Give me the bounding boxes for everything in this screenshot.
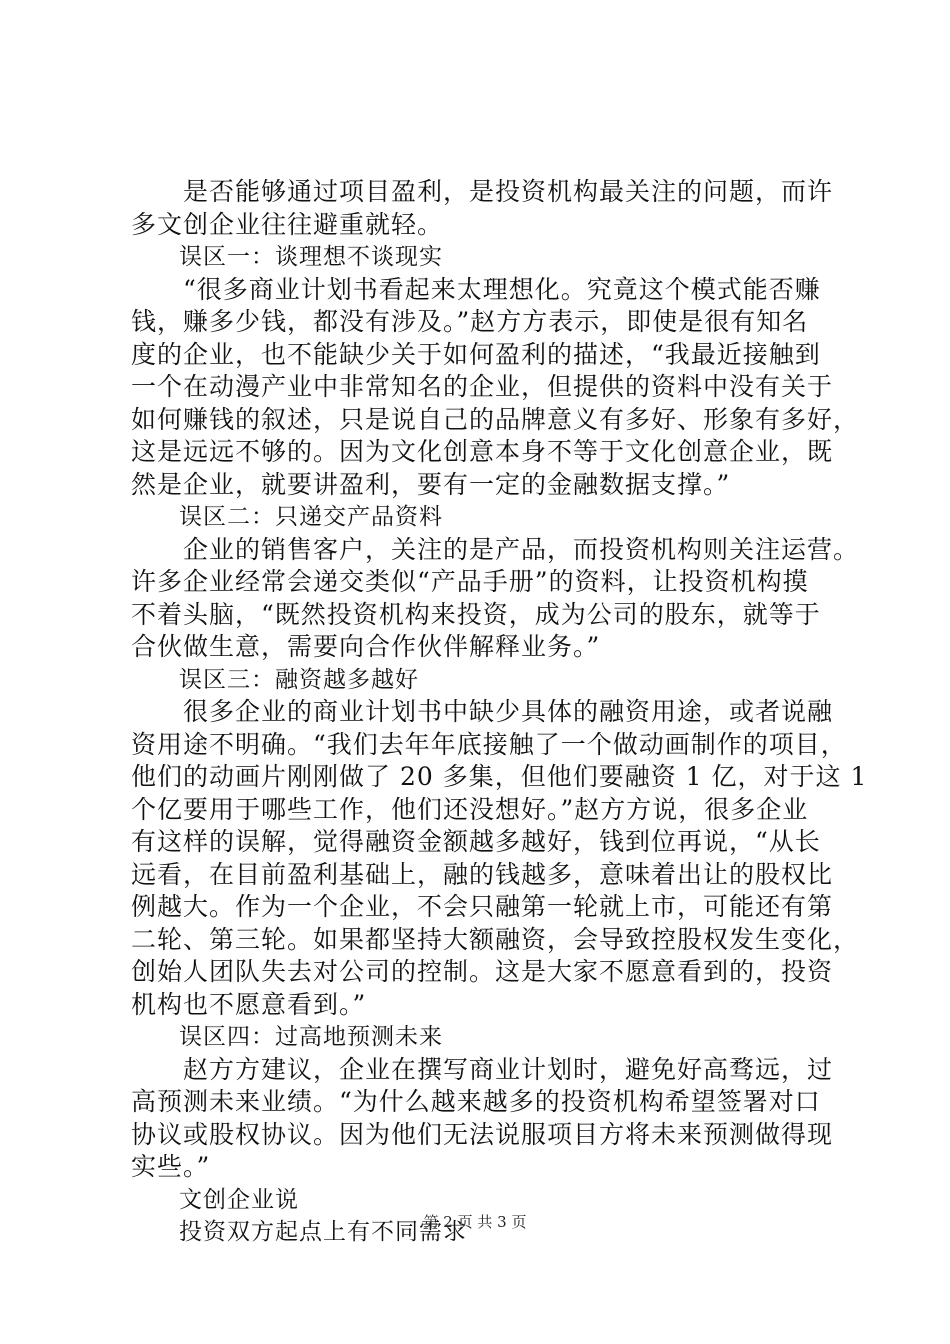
page-footer: 第 2 页 共 3 页 [423, 1213, 527, 1231]
body-text-line: 创始人团队失去对公司的控制。这是大家不愿意看到的，投资 [131, 957, 834, 986]
body-text-line: 钱，赚多少钱，都没有涉及。”赵方方表示，即使是很有知名 [131, 307, 809, 336]
body-text-line: 许多企业经常会递交类似“产品手册”的资料，让投资机构摸 [131, 567, 809, 596]
section-heading: 误区一：谈理想不谈现实 [131, 244, 443, 270]
body-text-line: 很多企业的商业计划书中缺少具体的融资用途，或者说融 [131, 697, 834, 726]
section-heading: 误区二：只递交产品资料 [131, 504, 443, 530]
body-text-line: 高预测未来业绩。“为什么越来越多的投资机构希望签署对口 [131, 1087, 821, 1116]
body-text-line: 二轮、第三轮。如果都坚持大额融资，会导致控股权发生变化， [131, 924, 860, 954]
body-text-line: 赵方方建议，企业在撰写商业计划时，避免好高骛远，过 [131, 1054, 834, 1084]
body-text-line: 他们的动画片刚刚做了 20 多集，但他们要融资 1 亿，对于这 1 [131, 762, 868, 791]
body-text-line: 如何赚钱的叙述，只是说自己的品牌意义有多好、形象有多好， [131, 404, 860, 434]
document-body [131, 176, 868, 1249]
body-text-line: 企业的销售客户，关注的是产品，而投资机构则关注运营。 [131, 534, 860, 564]
body-text-line: 实些。” [131, 1152, 211, 1181]
body-text-line: 远看，在目前盈利基础上，融的钱越多，意味着出让的股权比 [131, 859, 834, 889]
section-heading: 投资双方起点上有不同需求 [131, 1219, 467, 1245]
body-text-line: 这是远远不够的。因为文化创意本身不等于文化创意企业，既 [131, 437, 834, 466]
section-heading: 误区三：融资越多越好 [131, 666, 419, 693]
body-text-line: 协议或股权协议。因为他们无法说服项目方将未来预测做得现 [131, 1119, 834, 1149]
body-text-line: “很多商业计划书看起来太理想化。究竟这个模式能否赚 [131, 274, 821, 304]
body-text-line: 不着头脑，“既然投资机构来投资，成为公司的股东，就等于 [131, 599, 821, 629]
body-text-line: 度的企业，也不能缺少关于如何盈利的描述，“我最近接触到 [131, 339, 821, 369]
body-text-line: 机构也不愿意看到。” [131, 989, 367, 1019]
body-text-line: 有这样的误解，觉得融资金额越多越好，钱到位再说，“从长 [131, 827, 821, 856]
body-text-line: 是否能够通过项目盈利，是投资机构最关注的问题，而许 [131, 177, 834, 206]
body-text-line: 例越大。作为一个企业，不会只融第一轮就上市，可能还有第 [131, 892, 834, 921]
body-text-line: 个亿要用于哪些工作，他们还没想好。”赵方方说，很多企业 [131, 794, 809, 824]
body-text-line: 一个在动漫产业中非常知名的企业，但提供的资料中没有关于 [131, 372, 834, 401]
section-heading: 误区四：过高地预测未来 [131, 1024, 443, 1050]
body-text-line: 合伙做生意，需要向合作伙伴解释业务。” [131, 632, 601, 661]
section-heading: 文创企业说 [131, 1186, 299, 1213]
body-text-line: 多文创企业往往避重就轻。 [131, 209, 444, 239]
body-text-line: 然是企业，就要讲盈利，要有一定的金融数据支撑。” [131, 469, 731, 499]
body-text-line: 资用途不明确。“我们去年年底接触了一个做动画制作的项目， [131, 729, 847, 759]
